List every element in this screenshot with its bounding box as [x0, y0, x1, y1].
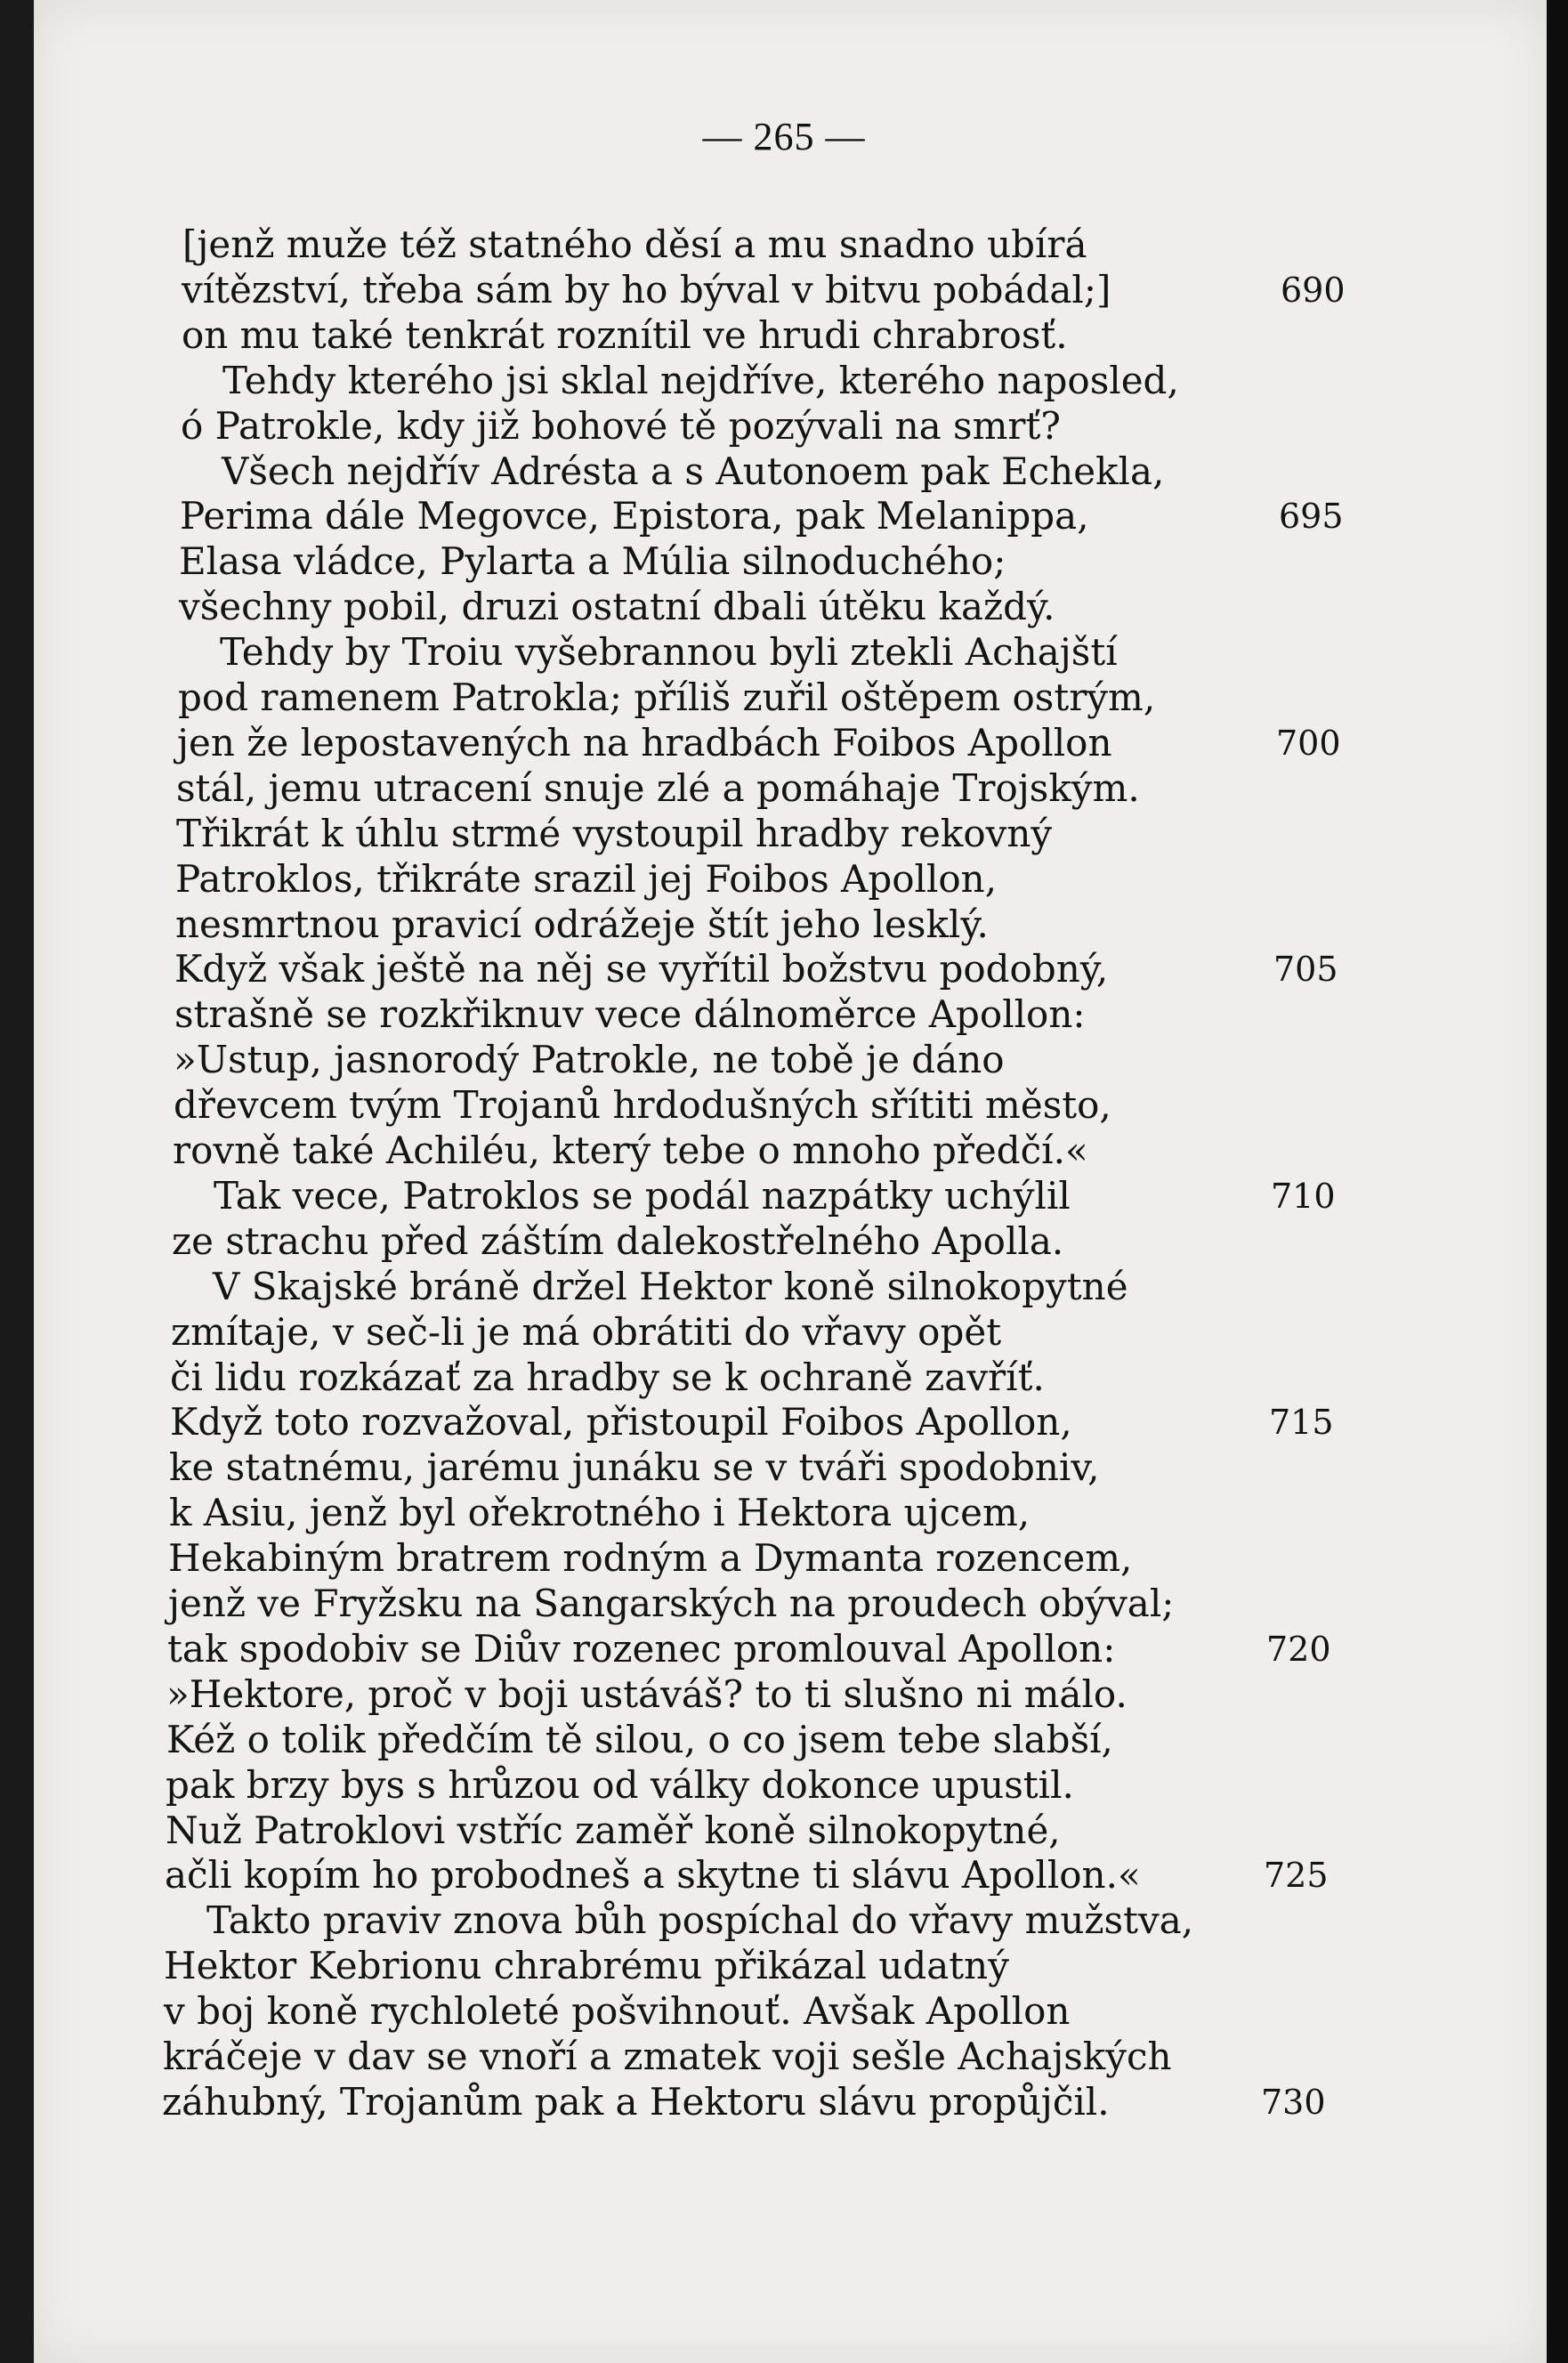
- verse-line: Když toto rozvažoval, přistoupil Foibos Apollon,: [170, 1400, 1072, 1444]
- verse-line: Kéž o tolik předčím tě silou, o co jsem tebe slabší,: [166, 1718, 1113, 1761]
- verse-line: Všech nejdřív Adrésta a s Autonoem pak Echekla,: [222, 449, 1165, 493]
- verse-line: ačli kopím ho probodneš a skytne ti slávu Apollon.«: [165, 1853, 1141, 1897]
- line-number: 715: [1269, 1403, 1334, 1442]
- line-number: 710: [1271, 1177, 1336, 1216]
- line-number: 725: [1264, 1856, 1329, 1895]
- verse-line: tak spodobiv se Diův rozenec promlouval Apollon:: [167, 1627, 1116, 1671]
- verse-line: k Asiu, jenž byl ořekrotného i Hektora ujcem,: [169, 1491, 1031, 1534]
- verse-line: [jenž muže též statného děsí a mu snadno ubírá: [182, 223, 1087, 266]
- verse-line: záhubný, Trojanům pak a Hektoru slávu propůjčil.: [162, 2080, 1110, 2124]
- verse-line: jenž ve Fryžsku na Sangarských na proudech obýval;: [168, 1582, 1175, 1625]
- verse-line: Tehdy kterého jsi sklal nejdříve, kterého naposled,: [222, 359, 1179, 402]
- verse-line: Nuž Patroklovi vstříc zaměř koně silnokopytné,: [166, 1809, 1061, 1852]
- verse-line: vítězství, třeba sám by ho býval v bitvu pobádal;]: [182, 268, 1111, 312]
- verse-line: ke statnému, jarému junáku se v tváři spodobniv,: [169, 1445, 1100, 1489]
- verse-line: dřevcem tvým Trojanů hrdodušných sřítiti město,: [174, 1083, 1111, 1127]
- verse-line: Patroklos, třikráte srazil jej Foibos Apollon,: [175, 857, 998, 901]
- verse-line: Hektor Kebrionu chrabrému přikázal udatný: [164, 1944, 1009, 1987]
- verse-line: Takto praviv znova bůh pospíchal do vřavy mužstva,: [206, 1898, 1194, 1942]
- verse-line: »Ustup, jasnorodý Patrokle, ne tobě je dáno: [174, 1038, 1005, 1081]
- verse-line: »Hektore, proč v boji ustáváš? to ti slušno ni málo.: [166, 1672, 1128, 1716]
- verse-line: V Skajské bráně držel Hektor koně silnokopytné: [213, 1265, 1128, 1308]
- verse-line: ó Patrokle, kdy již bohové tě pozývali na smrť?: [181, 404, 1061, 448]
- verse-line: nesmrtnou pravicí odrážeje štít jeho lesklý.: [175, 902, 989, 946]
- verse-line: kráčeje v dav se vnoří a zmatek voji sešle Achajských: [163, 2035, 1172, 2078]
- verse-line: strašně se rozkřiknuv vece dálnoměrce Apollon:: [174, 992, 1086, 1036]
- verse-line: pod ramenem Patrokla; příliš zuřil oštěpem ostrým,: [178, 676, 1156, 719]
- verse-line: v boj koně rychloleté pošvihnouť. Avšak Apollon: [164, 1989, 1071, 2033]
- line-number: 730: [1261, 2083, 1326, 2122]
- verse-line: rovně také Achiléu, který tebe o mnoho předčí.«: [173, 1129, 1088, 1172]
- verse-line: Tak vece, Patroklos se podál nazpátky uchýlil: [214, 1174, 1071, 1218]
- line-number: 700: [1276, 724, 1341, 763]
- verse-line: Tehdy by Troiu vyšebrannou byli ztekli Achajští: [220, 630, 1118, 674]
- verse-line: všechny pobil, druzi ostatní dbali útěku každý.: [179, 585, 1055, 628]
- line-number: 720: [1266, 1630, 1331, 1669]
- verse-line: ze strachu před záštím dalekostřelného Apolla.: [172, 1219, 1064, 1263]
- verse-line: jen že lepostavených na hradbách Foibos Apollon: [177, 721, 1112, 765]
- verse-line: pak brzy bys s hrůzou od války dokonce upustil.: [166, 1763, 1074, 1807]
- verse-line: Elasa vládce, Pylarta a Múlia silnoduchého;: [179, 539, 1006, 583]
- verse-line: Perima dále Megovce, Epistora, pak Melanippa,: [180, 494, 1089, 538]
- verse-line: Když však ještě na něj se vyřítil božstvu podobný,: [174, 947, 1109, 991]
- page-edge: [1547, 0, 1568, 2363]
- page-number: — 265 —: [702, 115, 866, 158]
- verse-line: či lidu rozkázať za hradby se k ochraně zavříť.: [170, 1355, 1045, 1399]
- verse-line: Hekabiným bratrem rodným a Dymanta rozencem,: [168, 1536, 1133, 1580]
- line-number: 705: [1273, 950, 1338, 989]
- line-number: 695: [1279, 497, 1344, 536]
- line-number: 690: [1281, 271, 1346, 310]
- verse-line: on mu také tenkrát roznítil ve hrudi chrabrosť.: [182, 313, 1068, 357]
- verse-line: stál, jemu utracení snuje zlé a pomáhaje Trojským.: [176, 766, 1140, 810]
- verse-line: Třikrát k úhlu strmé vystoupil hradby rekovný: [176, 812, 1053, 855]
- verse-line: zmítaje, v seč-li je má obrátiti do vřavy opět: [171, 1310, 1002, 1354]
